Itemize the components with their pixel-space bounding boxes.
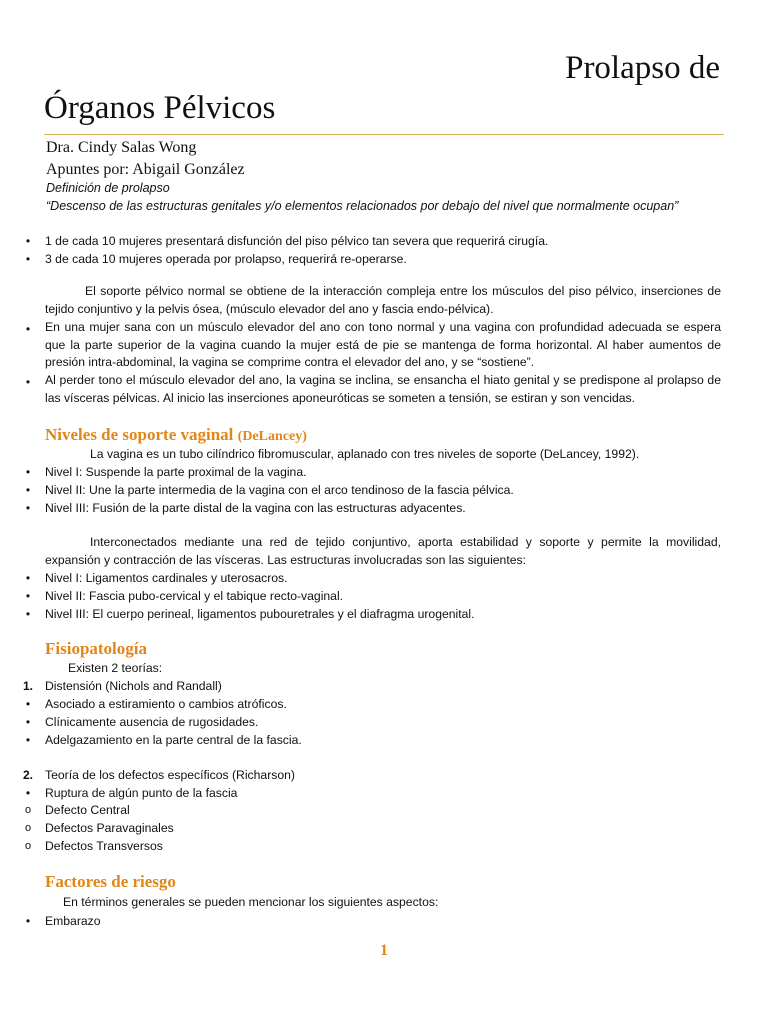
list-item: Ruptura de algún punto de la fascia (45, 786, 238, 800)
bullet-dot: • (25, 322, 31, 336)
theory-2-title: Teoría de los defectos específicos (Richarson) (45, 768, 295, 782)
bullet-dot: • (25, 589, 31, 603)
bullet-dot: • (25, 375, 31, 389)
sub-bullet-circle: o (24, 804, 32, 816)
list-item: Adelgazamiento en la parte central de la fascia. (45, 733, 302, 747)
bullet-dot: • (25, 733, 31, 747)
title-line-2: Órganos Pélvicos (44, 90, 276, 126)
bullet-dot: • (25, 914, 31, 928)
section-heading-factores: Factores de riesgo (45, 872, 176, 891)
niveles-heading-text: Niveles de soporte vaginal (45, 425, 234, 444)
page-number: 1 (380, 942, 388, 959)
bullet-dot: • (25, 501, 31, 515)
list-item: 3 de cada 10 mujeres operada por prolapso, requerirá re-operarse. (45, 252, 407, 266)
bullet-dot: • (25, 786, 31, 800)
niveles-paragraph: Interconectados mediante una red de tejido conjuntivo, aporta estabilidad y soporte y permite la movilidad, expansión y contracción de las vísceras. Las estructuras involucradas son las siguientes: (45, 535, 721, 567)
theory-1-title: Distensión (Nichols and Randall) (45, 679, 222, 693)
list-item: Nivel III: Fusión de la parte distal de la vagina con las estructuras adyacentes. (45, 501, 466, 515)
bullet-dot: • (25, 234, 31, 248)
niveles-heading-ref: (DeLancey) (237, 429, 307, 444)
sub-bullet-circle: o (24, 822, 32, 834)
list-item: Nivel III: El cuerpo perineal, ligamentos pubouretrales y el diafragma urogenital. (45, 607, 475, 621)
support-paragraph: El soporte pélvico normal se obtiene de la interacción compleja entre los músculos del piso pélvico, inserciones de tejido conjuntivo y la pelvis ósea, (músculo elevador del ano y fascia endo-pélvica). (45, 284, 721, 316)
notes-author: Apuntes por: Abigail González (46, 161, 245, 178)
title-rule (44, 134, 724, 135)
bullet-dot: • (25, 607, 31, 621)
bullet-dot: • (25, 697, 31, 711)
list-item: Defectos Paravaginales (45, 821, 174, 835)
list-item: En una mujer sana con un músculo elevador del ano con tono normal y una vagina con profundidad adecuada se espera que la parte superior de la vagina cuando la mujer está de pie se mantenga de forma horizontal. Al haber aumentos de presión intra-abdominal, la vagina se comprime contra el elevador del ano, y se “sostiene”. (45, 320, 721, 370)
section-heading-fisiopatologia: Fisiopatología (45, 639, 148, 658)
list-item: Defecto Central (45, 803, 130, 817)
list-item: Nivel II: Fascia pubo-cervical y el tabique recto-vaginal. (45, 589, 344, 603)
list-item: Nivel I: Ligamentos cardinales y uterosacros. (45, 571, 288, 585)
list-item: Nivel I: Suspende la parte proximal de la vagina. (45, 465, 307, 479)
list-item: Nivel II: Une la parte intermedia de la vagina con el arco tendinoso de la fascia pélvica. (45, 483, 514, 497)
definition-text: “Descenso de las estructuras genitales y/o elementos relacionados por debajo del nivel que normalmente ocupan” (46, 199, 679, 213)
list-number: 2. (22, 768, 33, 782)
sub-bullet-circle: o (24, 840, 32, 852)
niveles-intro: La vagina es un tubo cilíndrico fibromuscular, aplanado con tres niveles de soporte (DeLancey, 1992). (90, 447, 640, 461)
bullet-dot: • (25, 715, 31, 729)
list-item: Embarazo (45, 914, 101, 928)
fisiopatologia-intro: Existen 2 teorías: (68, 661, 163, 675)
list-item: Defectos Transversos (45, 839, 163, 853)
bullet-dot: • (25, 571, 31, 585)
definition-heading: Definición de prolapso (46, 181, 170, 195)
list-item: 1 de cada 10 mujeres presentará disfunción del piso pélvico tan severa que requerirá cirugía. (45, 234, 549, 248)
bullet-dot: • (25, 252, 31, 266)
bullet-dot: • (25, 465, 31, 479)
list-number: 1. (22, 679, 33, 693)
section-heading-niveles (45, 424, 307, 448)
author-name: Dra. Cindy Salas Wong (46, 139, 197, 156)
bullet-dot: • (25, 483, 31, 497)
list-item: Clínicamente ausencia de rugosidades. (45, 715, 259, 729)
title-line-1: Prolapso de (565, 50, 720, 86)
list-item: Al perder tono el músculo elevador del ano, la vagina se inclina, se ensancha el hiato genital y se predispone al prolapso de las vísceras pélvicas. Al inicio las inserciones aponeuróticas se someten a tensión, se estiran y son vencidas. (45, 373, 721, 405)
factores-intro: En términos generales se pueden mencionar los siguientes aspectos: (63, 895, 439, 909)
list-item: Asociado a estiramiento o cambios atróficos. (45, 697, 287, 711)
